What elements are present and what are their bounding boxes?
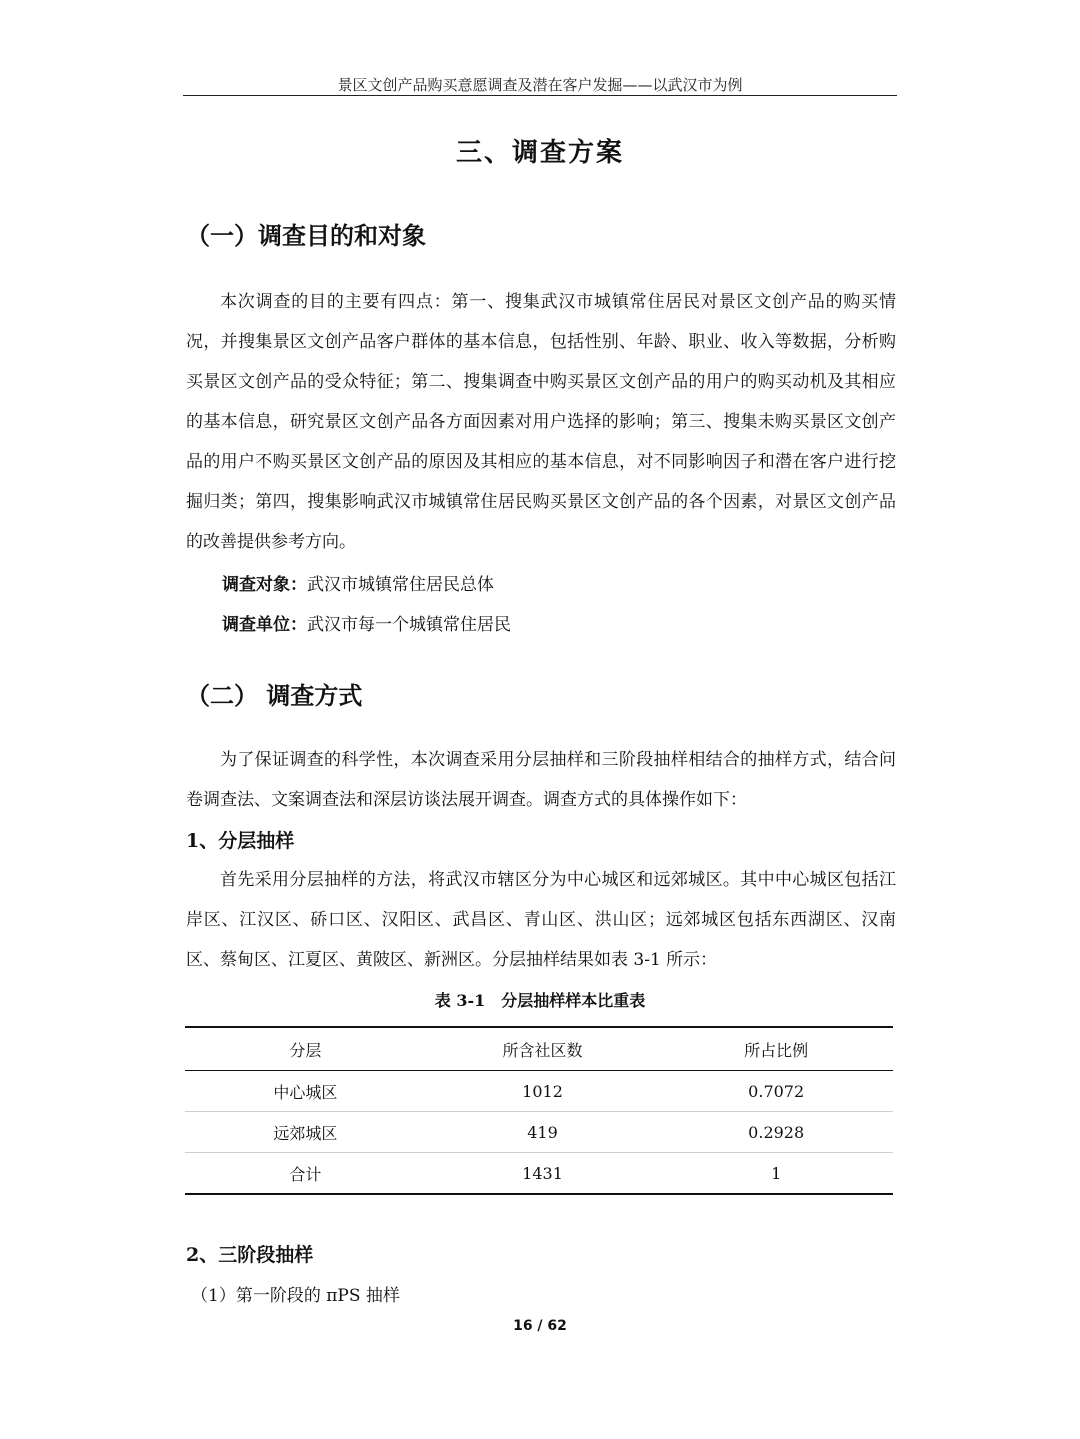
stratified-sample-table xyxy=(185,1026,893,1195)
table-header-cell: 所占比例 xyxy=(659,1027,893,1071)
table-row xyxy=(185,1112,893,1153)
table-cell: 中心城区 xyxy=(185,1071,426,1112)
table-row xyxy=(185,1071,893,1112)
table-cell: 远郊城区 xyxy=(185,1112,426,1153)
table-header-cell: 分层 xyxy=(185,1027,426,1071)
table-header-cell: 所含社区数 xyxy=(426,1027,660,1071)
table-cell: 0.7072 xyxy=(659,1071,893,1112)
table-cell: 0.2928 xyxy=(659,1112,893,1153)
survey-object-label: 调查对象： xyxy=(222,575,307,595)
purpose-paragraph: 本次调查的目的主要有四点：第一、搜集武汉市城镇常住居民对景区文创产品的购买情况，并搜集景区文创产品客户群体的基本信息，包括性别、年龄、职业、收入等数据，分析购买景区文创产品的受众特征；第二、搜集调查中购买景区文创产品的用户的购买动机及其相应的基本信息，研究景区文创产品各方面因素对用户选择的影响；第三、搜集未购买景区文创产品的用户不购买景区文创产品的原因及其相应的基本信息，对不同影响因子和潜在客户进行挖掘归类；第四，搜集影响武汉市城镇常住居民购买景区文创产品的各个因素，对景区文创产品的改善提供参考方向。 xyxy=(186,292,896,552)
subsection-three-stage-title: 2、三阶段抽样 xyxy=(186,1244,314,1266)
table-cell: 1 xyxy=(659,1153,893,1195)
three-stage-item-1: （1）第一阶段的 πPS 抽样 xyxy=(191,1286,400,1306)
survey-object-value: 武汉市城镇常住居民总体 xyxy=(307,575,494,595)
method-paragraph: 为了保证调查的科学性，本次调查采用分层抽样和三阶段抽样相结合的抽样方式，结合问卷调查法、文案调查法和深层访谈法展开调查。调查方式的具体操作如下： xyxy=(186,750,896,810)
section-title-purpose: （一）调查目的和对象 xyxy=(186,222,426,250)
table-header-row xyxy=(185,1027,893,1071)
survey-object-line xyxy=(222,570,494,595)
running-header: 景区文创产品购买意愿调查及潜在客户发掘——以武汉市为例 xyxy=(337,76,743,94)
table-cell: 1012 xyxy=(426,1071,660,1112)
table-cell: 合计 xyxy=(185,1153,426,1195)
survey-unit-line xyxy=(222,610,511,635)
table-caption: 表 3-1 分层抽样样本比重表 xyxy=(434,991,646,1010)
table-row xyxy=(185,1153,893,1195)
survey-unit-label: 调查单位： xyxy=(222,615,307,635)
page-number: 16 / 62 xyxy=(513,1318,567,1334)
header-rule xyxy=(183,95,897,96)
section-title-method: （二） 调查方式 xyxy=(186,682,363,710)
chapter-title: 三、调查方案 xyxy=(455,138,624,168)
subsection-stratified-title: 1、分层抽样 xyxy=(186,830,295,852)
survey-unit-value: 武汉市每一个城镇常住居民 xyxy=(307,615,511,635)
stratified-paragraph: 首先采用分层抽样的方法，将武汉市辖区分为中心城区和远郊城区。其中中心城区包括江岸区、江汉区、硚口区、汉阳区、武昌区、青山区、洪山区；远郊城区包括东西湖区、汉南区、蔡甸区、江夏区、黄陂区、新洲区。分层抽样结果如表 3-1 所示： xyxy=(186,870,896,970)
table-cell: 1431 xyxy=(426,1153,660,1195)
table-cell: 419 xyxy=(426,1112,660,1153)
